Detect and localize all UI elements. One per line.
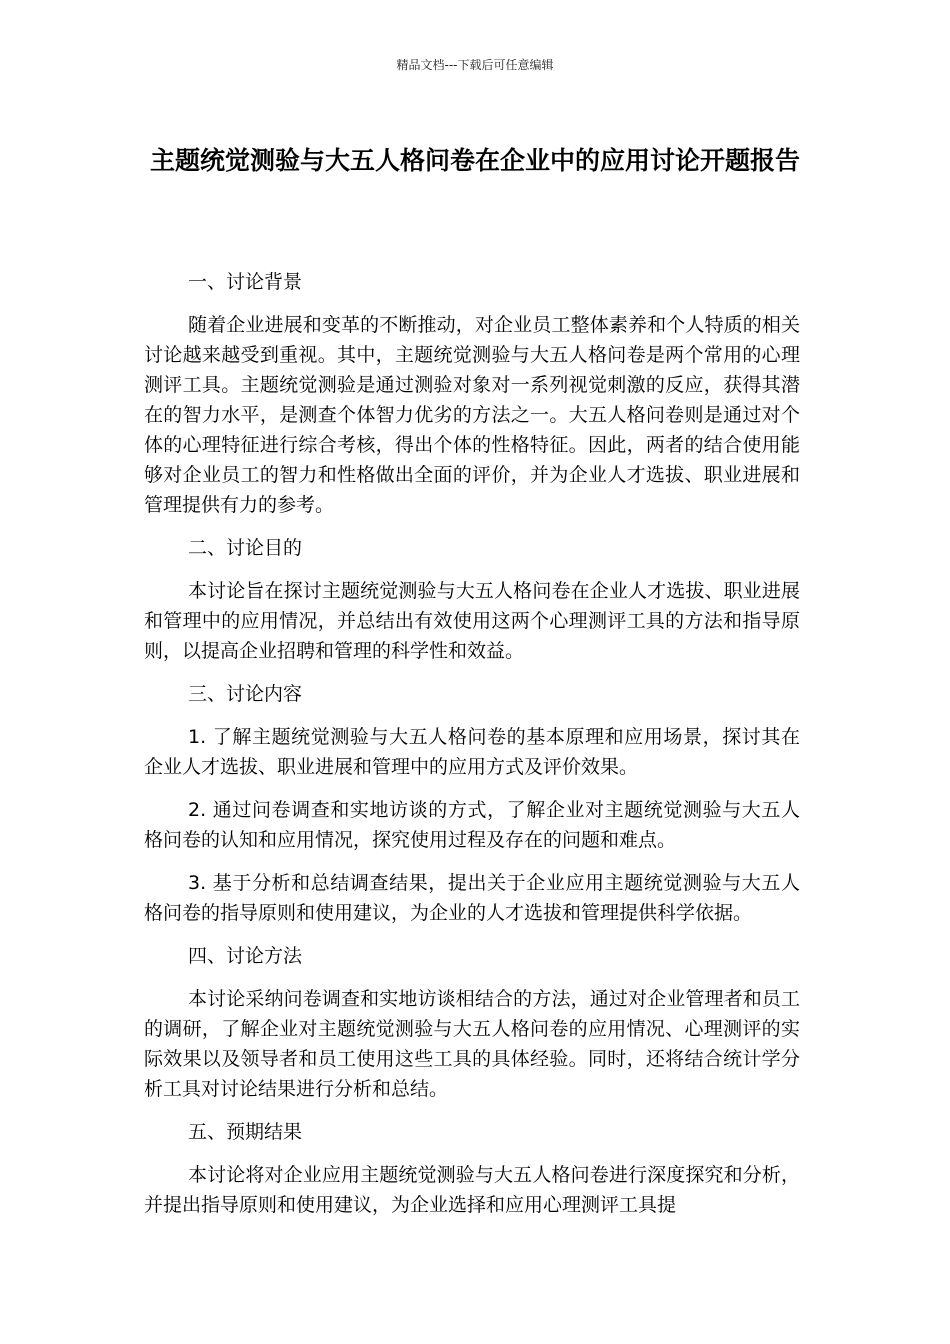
paragraph-method: 本讨论采纳问卷调查和实地访谈相结合的方法，通过对企业管理者和员工的调研，了解企业对主题统觉测验与大五人格问卷的应用情况、心理测评的实际效果以及领导者和员工使用这些工具的具体经验。同时，还将结合统计学分析工具对讨论结果进行分析和总结。 xyxy=(144,988,800,1100)
header-note: 精品文档---下载后可任意编辑 xyxy=(396,58,554,72)
paragraph-background: 随着企业进展和变革的不断推动，对企业员工整体素养和个人特质的相关讨论越来越受到重视。其中，主题统觉测验与大五人格问卷是两个常用的心理测评工具。主题统觉测验是通过测验对象对一系列视觉刺激的反应，获得其潜在的智力水平，是测查个体智力优劣的方法之一。大五人格问卷则是通过对个体的心理特征进行综合考核，得出个体的性格特征。因此，两者的结合使用能够对企业员工的智力和性格做出全面的评价，并为企业人才选拔、职业进展和管理提供有力的参考。 xyxy=(144,314,800,516)
content-item-2: 2. 通过问卷调查和实地访谈的方式，了解企业对主题统觉测验与大五人格问卷的认知和应用情况，探究使用过程及存在的问题和难点。 xyxy=(144,799,800,851)
paragraph-expected-results: 本讨论将对企业应用主题统觉测验与大五人格问卷进行深度探究和分析，并提出指导原则和使用建议，为企业选择和应用心理测评工具提 xyxy=(144,1164,800,1216)
paragraph-purpose: 本讨论旨在探讨主题统觉测验与大五人格问卷在企业人才选拔、职业进展和管理中的应用情况，并总结出有效使用这两个心理测评工具的方法和指导原则，以提高企业招聘和管理的科学性和效益。 xyxy=(144,580,800,662)
section-heading-method: 四、讨论方法 xyxy=(188,945,303,967)
document-body xyxy=(144,267,800,1233)
content-item-3: 3. 基于分析和总结调查结果，提出关于企业应用主题统觉测验与大五人格问卷的指导原则和使用建议，为企业的人才选拔和管理提供科学依据。 xyxy=(144,872,800,924)
section-heading-expected-results: 五、预期结果 xyxy=(188,1121,303,1143)
section-heading-content: 三、讨论内容 xyxy=(188,683,303,705)
section-heading-background: 一、讨论背景 xyxy=(188,271,303,293)
content-item-1: 1. 了解主题统觉测验与大五人格问卷的基本原理和应用场景，探讨其在企业人才选拔、职业进展和管理中的应用方式及评价效果。 xyxy=(144,726,800,778)
section-heading-purpose: 二、讨论目的 xyxy=(188,537,303,559)
document-title: 主题统觉测验与大五人格问卷在企业中的应用讨论开题报告 xyxy=(149,146,800,175)
